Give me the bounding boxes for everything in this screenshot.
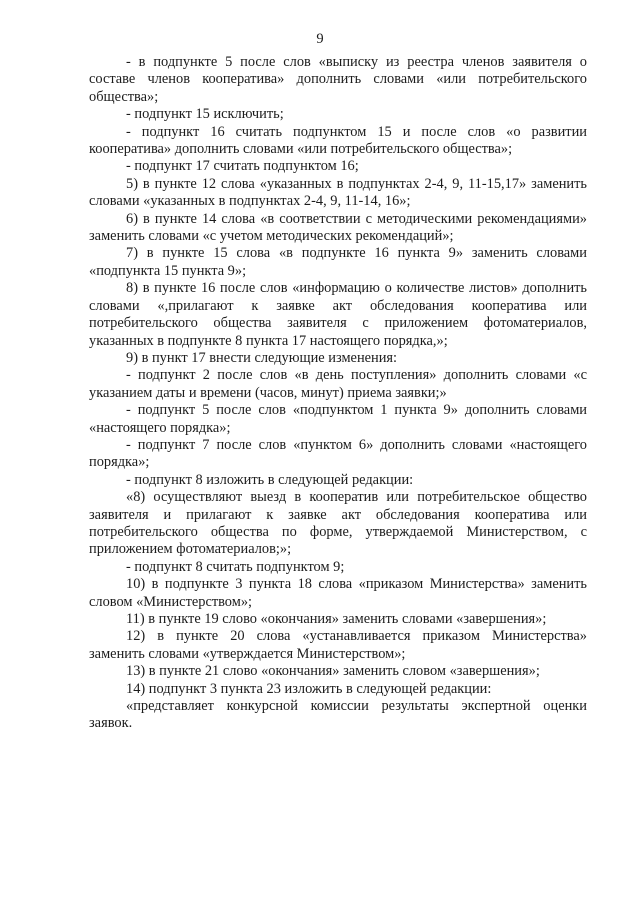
paragraph: 9) в пункт 17 внести следующие изменения: (126, 349, 398, 366)
paragraph: 5) в пункте 12 слова «указанных в подпунктах 2-4, 9, 11-15,17» заменить словами «указанных в подпунктах 2-4, 9, 11-14, 16»; (89, 175, 587, 210)
paragraph: - подпункт 8 изложить в следующей редакции: (126, 471, 414, 488)
page-number: 9 (316, 31, 324, 47)
paragraph: 6) в пункте 14 слова «в соответствии с методическими рекомендациями» заменить словами «с учетом методических рекомендаций»; (89, 210, 587, 245)
paragraph: - подпункт 2 после слов «в день поступления» дополнить словами «с указанием даты и времени (часов, минут) приема заявки;» (89, 367, 587, 401)
paragraph: «представляет конкурсной комиссии результаты экспертной оценки заявок. (89, 698, 587, 732)
paragraph: 8) в пункте 16 после слов «информацию о количестве листов» дополнить словами «,прилагают к заявке акт обследования кооператива или потребительского общества заявителя с приложением фотоматериалов, указанных в подпункте 8 пункта 17 настоящего порядка,»; (89, 280, 587, 349)
paragraph: - подпункт 17 считать подпунктом 16; (126, 158, 359, 175)
paragraph: 12) в пункте 20 слова «устанавливается приказом Министерства» заменить словами «утверждается Министерством»; (89, 628, 587, 662)
paragraph: 11) в пункте 19 слово «окончания» заменить словами «завершения»; (126, 611, 547, 627)
paragraph: - подпункт 16 считать подпунктом 15 и после слов «о развитии кооператива» дополнить словами «или потребительского общества»; (89, 123, 587, 158)
paragraph: - подпункт 5 после слов «подпунктом 1 пункта 9» дополнить словами «настоящего порядка»; (89, 402, 587, 436)
document-body (89, 54, 587, 733)
paragraph: - подпункт 7 после слов «пунктом 6» дополнить словами «настоящего порядка»; (89, 436, 587, 471)
paragraph: 14) подпункт 3 пункта 23 изложить в следующей редакции: (126, 680, 492, 697)
paragraph: 7) в пункте 15 слова «в подпункте 16 пункта 9» заменить словами «подпункта 15 пункта 9»; (89, 245, 587, 279)
paragraph: «8) осуществляют выезд в кооператив или потребительское общество заявителя и прилагают к заявке акт обследования кооператива или потребительского общества по форме, утверждаемой Министерством, с приложением фотоматериалов;»; (89, 489, 587, 558)
paragraph: 10) в подпункте 3 пункта 18 слова «приказом Министерства» заменить словом «Министерством»; (89, 576, 587, 610)
paragraph: - подпункт 15 исключить; (126, 106, 284, 123)
paragraph: - подпункт 8 считать подпунктом 9; (126, 558, 345, 575)
paragraph: 13) в пункте 21 слово «окончания» заменить словом «завершения»; (126, 663, 540, 680)
paragraph: - в подпункте 5 после слов «выписку из реестра членов заявителя о составе членов кооператива» дополнить словами «или потребительского общества»; (89, 54, 587, 105)
